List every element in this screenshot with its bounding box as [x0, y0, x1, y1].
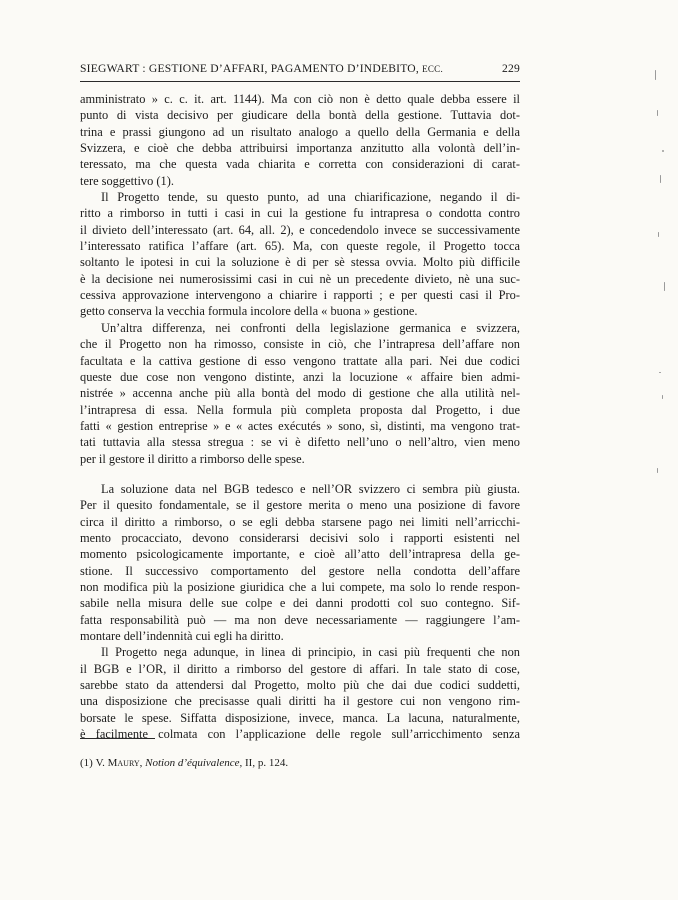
text-line: è facilmente colmata con l’applicazione delle regole sull’arricchimento senza: [80, 727, 520, 742]
footnote: [80, 757, 288, 769]
footnote-author: V. Maury,: [95, 757, 143, 769]
text-line: sarebbe stato da attendersi dal Progetto, molto più che dai due codici suddetti,: [80, 678, 520, 693]
text-line: non modifica più la posizione giuridica che a lui compete, ma solo lo rende respon-: [80, 579, 520, 594]
text-line: momento psicologicamente importante, e cioè all’atto dell’intrapresa della ge-: [80, 547, 520, 562]
text-line: Svizzera, e cioè che debba attribuirsi importanza anzitutto alla volontà dell’in-: [80, 141, 520, 156]
header-rule: [80, 81, 520, 82]
footnote-number: (1): [80, 757, 93, 769]
text-line: Il Progetto nega adunque, in linea di principio, in casi più frequenti che non: [101, 645, 520, 660]
text-line: fatta responsabilità può — ma non deve necessariamente — raggiungere l’am-: [80, 612, 520, 627]
text-line: che il Progetto non ha rimosso, consiste in ciò, che l’intrapresa dell’affare non: [80, 337, 520, 352]
text-line: La soluzione data nel BGB tedesco e nell’OR svizzero ci sembra più giusta.: [101, 481, 520, 496]
text-line: cessiva approvazione intervengono a chiarire i rapporti ; e per questi casi il Pro-: [80, 288, 520, 303]
text-line: amministrato » c. c. it. art. 1144). Ma con ciò non è detto quale debba essere il: [80, 92, 520, 106]
section-gap: [80, 467, 520, 481]
text-line: ritto a rimborso in tutti i casi in cui la gestione fu intrapresa o condotta contro: [80, 206, 520, 221]
text-line: montare dell’indennità cui egli ha diritto.: [80, 629, 284, 643]
text-line: getto conserva la vecchia formula incolore della « buona » gestione.: [80, 304, 418, 319]
text-line: borsate le spese. Siffatta disposizione, invece, manca. La lacuna, naturalmente,: [80, 710, 520, 725]
text-line: stione. Il successivo comportamento del gestore nella condotta dell’affare: [80, 563, 520, 578]
running-title-text: SIEGWART : GESTIONE D’AFFARI, PAGAMENTO D’INDEBITO,: [80, 62, 419, 75]
paragraph-1: [80, 91, 520, 189]
page-number: 229: [502, 62, 520, 75]
text-line: nistrée » accenna anche più alla bontà del modo di gestione che alla utilità nel-: [80, 386, 520, 401]
body-text: [80, 91, 520, 742]
text-line: Un’altra differenza, nei confronti della legislazione germanica e svizzera,: [101, 320, 520, 335]
text-line: soltanto le ipotesi in cui la soluzione è di per sè stessa ovvia. Molto più difficile: [80, 255, 520, 270]
paragraph-4: [80, 481, 520, 644]
text-line: è la decisione nei numerosissimi casi in cui nè un precedente divieto, nè una suc-: [80, 271, 520, 286]
text-line: Il Progetto tende, su questo punto, ad una chiarificazione, negando il di-: [101, 190, 520, 205]
text-line: queste due cose non vengono distinte, anzi la locuzione « affaire bien admi-: [80, 369, 520, 384]
paragraph-5: [80, 644, 520, 742]
text-line: sabile nella misura delle sue colpe e dei danni prodotti col suo contegno. Sif-: [80, 596, 520, 611]
text-line: facultata e la cattiva gestione di esso vengono trattate alla pari. Nei due codici: [80, 353, 520, 368]
footnote-title: Notion d’équivalence,: [145, 757, 243, 769]
text-line: mento procacciato, devono considerarsi decisivi solo i rapporti esistenti nel: [80, 530, 520, 545]
paragraph-3: [80, 320, 520, 467]
text-line: per il gestore il diritto a rimborso delle spese.: [80, 451, 305, 466]
text-line: una disposizione che precisasse quali diritti ha il gestore cui non vengono rim-: [80, 694, 520, 709]
text-line: circa il diritto a rimborso, o se egli debba starsene pago nei limiti nell’arricchi-: [80, 514, 520, 529]
text-line: tati tuttavia alla stessa stregua : se vi è difetto nell’uno o nell’altro, vien meno: [80, 435, 520, 450]
text-line: l’interessato ratifica l’affare (art. 65). Ma, con queste regole, il Progetto tocca: [80, 239, 520, 254]
running-title-ecc: ECC.: [422, 64, 444, 74]
text-line: tere soggettivo (1).: [80, 173, 174, 188]
text-line: il divieto dell’interessato (art. 64, all. 2), e concedendolo invece se successivamente: [80, 222, 520, 237]
footnote-rule: [80, 738, 155, 739]
text-line: trina e prassi giungono ad un risultato analogo a quello della Germania e della: [80, 124, 520, 139]
text-line: l’intrapresa di essa. Nella formula più completa proposta dal Progetto, i due: [80, 402, 520, 417]
text-line: il BGB e l’OR, il diritto a rimborso del gestore di affari. In tale stato di cose,: [80, 661, 520, 676]
running-title: [80, 62, 443, 75]
paragraph-2: [80, 189, 520, 320]
text-line: Per il quesito fondamentale, se il gestore merita o meno una posizione di favore: [80, 498, 520, 513]
footnote-rest: II, p. 124.: [245, 757, 289, 769]
text-line: punto di vista decisivo per giudicare della bontà della gestione. Tuttavia dot-: [80, 108, 520, 123]
text-line: fatti « gestion entreprise » e « actes exécutés » sono, sì, distinti, ma vengono trat-: [80, 418, 520, 433]
running-header: [80, 62, 520, 75]
text-line: teressato, ma che questa vada chiarita e corretta con considerazioni di carat-: [80, 157, 520, 172]
